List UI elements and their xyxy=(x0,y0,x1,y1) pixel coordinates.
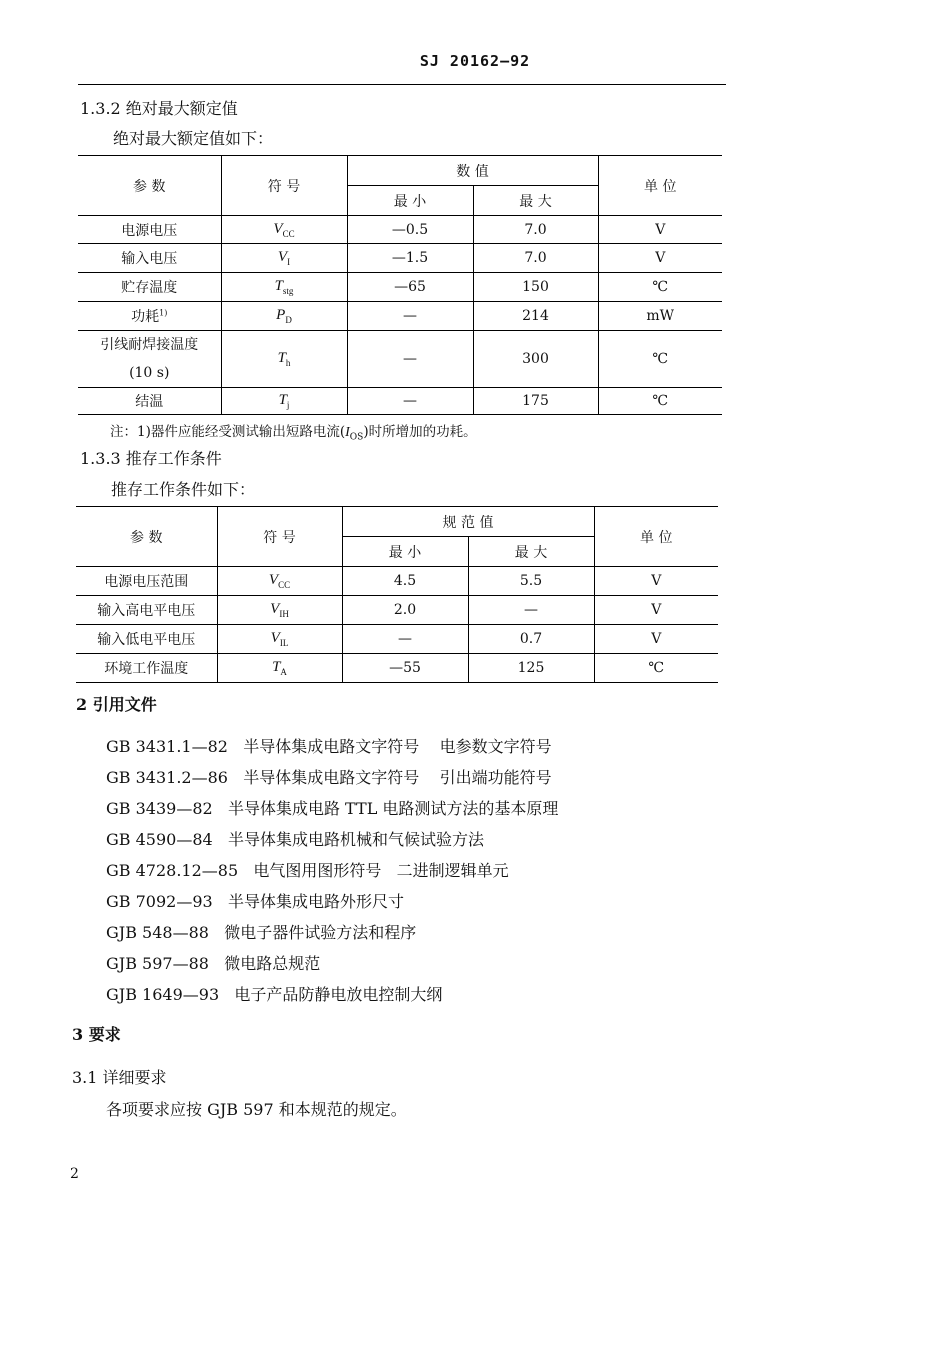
header-rule xyxy=(78,84,726,85)
table-row: 电源电压范围 $V_{CC}$ 4.5 5.5 V xyxy=(76,567,718,596)
recommended-conditions-table xyxy=(76,506,718,683)
col-unit-header: 单 位 xyxy=(594,507,718,567)
reference-list xyxy=(106,731,558,1010)
table-footnote: 注：1)器件应能经受测试输出短路电流$(I_{OS})$时所增加的功耗。 xyxy=(110,424,477,443)
section-1-3-2-heading: 1.3.2 绝对最大额定值 xyxy=(80,99,238,118)
document-code: SJ 20162—92 xyxy=(419,52,531,70)
table-row: 引线耐焊接温度 (10 s) $T_h$ — 300 ℃ xyxy=(78,331,722,388)
list-item: GJB 597—88 微电路总规范 xyxy=(106,954,321,973)
col-param-header: 参 数 xyxy=(78,156,221,216)
section-3-heading: 3 要求 xyxy=(72,1025,121,1044)
col-unit-header: 单 位 xyxy=(598,156,722,216)
col-symbol-header: 符 号 xyxy=(217,507,342,567)
list-item: GB 4728.12—85 电气图用图形符号 二进制逻辑单元 xyxy=(106,861,509,880)
table-row: 输入低电平电压 $V_{IL}$ — 0.7 V xyxy=(76,625,718,654)
list-item: GJB 548—88 微电子器件试验方法和程序 xyxy=(106,923,417,942)
section-3-1-heading: 3.1 详细要求 xyxy=(72,1068,167,1087)
table-row: 电源电压 $V_{CC}$ —0.5 7.0 V xyxy=(78,216,722,244)
section-1-3-2-intro: 绝对最大额定值如下： xyxy=(113,129,274,148)
table-row: 贮存温度 $T_{stg}$ —65 150 ℃ xyxy=(78,273,722,302)
col-param-header: 参 数 xyxy=(76,507,217,567)
col-value-header: 规 范 值 xyxy=(342,507,594,537)
col-symbol-header: 符 号 xyxy=(221,156,347,216)
section-1-3-3-heading: 1.3.3 推存工作条件 xyxy=(80,449,222,468)
table-row: 输入电压 $V_I$ —1.5 7.0 V xyxy=(78,244,722,273)
list-item: GB 4590—84 半导体集成电路机械和气候试验方法 xyxy=(106,830,484,849)
col-max-header: 最 大 xyxy=(468,537,594,567)
list-item: GB 7092—93 半导体集成电路外形尺寸 xyxy=(106,892,404,911)
col-value-header: 数 值 xyxy=(347,156,598,186)
list-item: GB 3431.2—86 半导体集成电路文字符号 引出端功能符号 xyxy=(106,768,552,787)
list-item: GB 3431.1—82 半导体集成电路文字符号 电参数文字符号 xyxy=(106,737,552,756)
col-min-header: 最 小 xyxy=(342,537,468,567)
col-min-header: 最 小 xyxy=(347,186,473,216)
page-number: 2 xyxy=(70,1166,79,1182)
section-2-heading: 2 引用文件 xyxy=(76,695,157,714)
table-row: 输入高电平电压 $V_{IH}$ 2.0 — V xyxy=(76,596,718,625)
col-max-header: 最 大 xyxy=(473,186,598,216)
list-item: GJB 1649—93 电子产品防静电放电控制大纲 xyxy=(106,985,443,1004)
table-row: 结温 $T_j$ — 175 ℃ xyxy=(78,388,722,415)
list-item: GB 3439—82 半导体集成电路 TTL 电路测试方法的基本原理 xyxy=(106,799,559,818)
table-row: 环境工作温度 $T_A$ —55 125 ℃ xyxy=(76,654,718,683)
section-1-3-3-intro: 推存工作条件如下： xyxy=(111,480,256,499)
table-row: 功耗$^{1)}$ $P_D$ — 214 mW xyxy=(78,302,722,331)
absolute-max-ratings-table xyxy=(78,155,722,415)
section-3-1-text: 各项要求应按 GJB 597 和本规范的规定。 xyxy=(106,1100,407,1119)
